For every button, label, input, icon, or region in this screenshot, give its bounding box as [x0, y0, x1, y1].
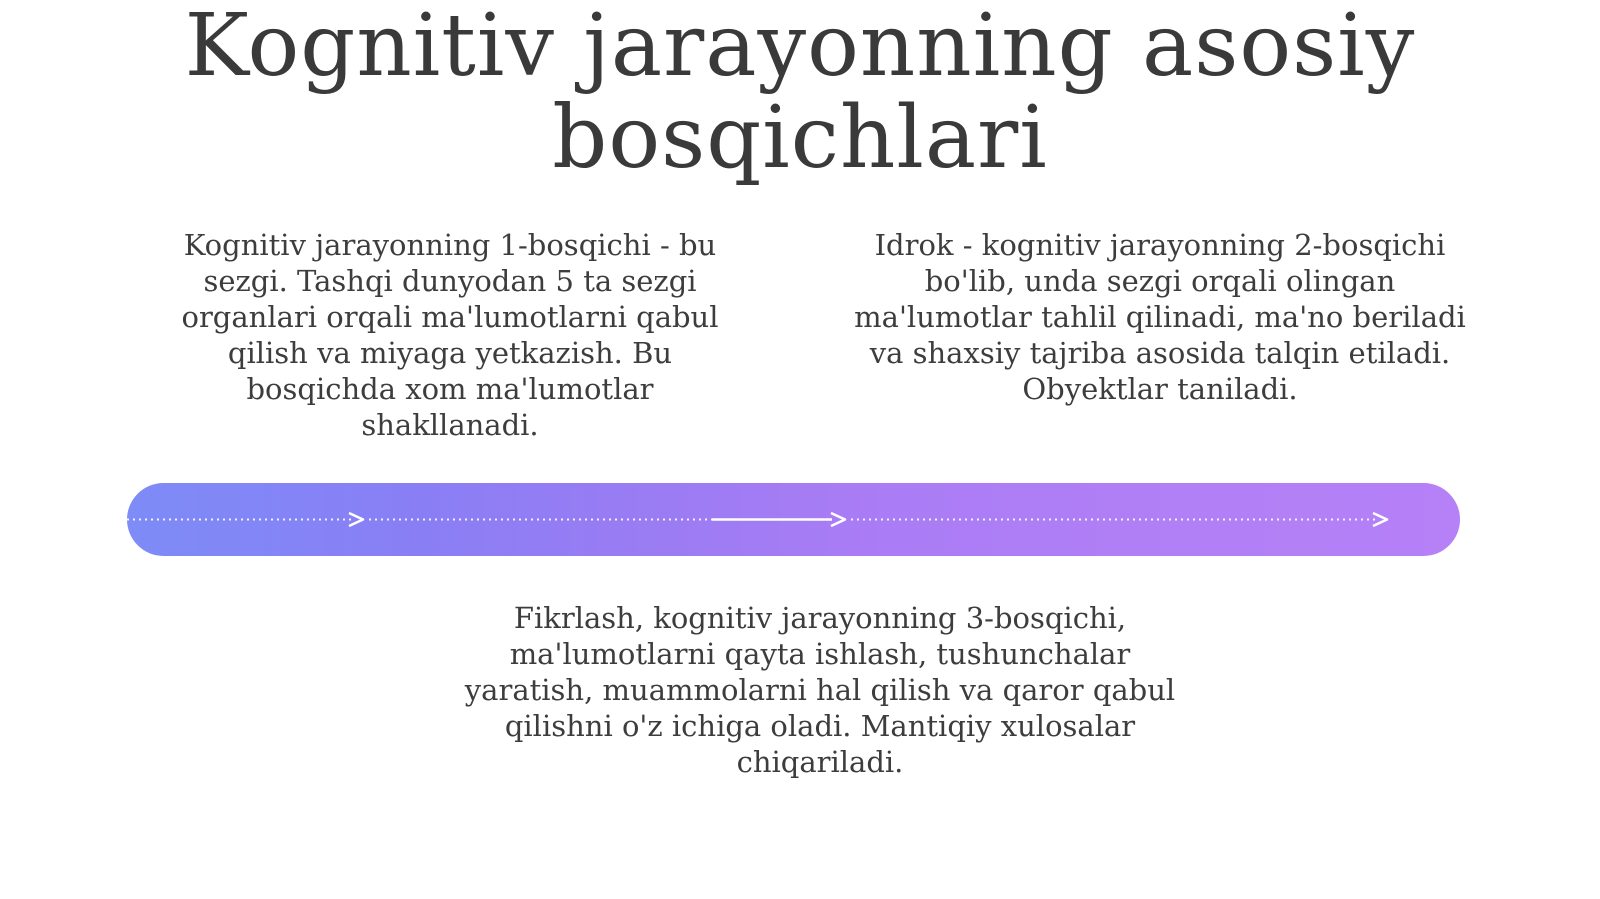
process-timeline-bar — [127, 483, 1460, 556]
stage-3-description: Fikrlash, kognitiv jarayonning 3-bosqichi, ma'lumotlarni qayta ishlash, tushunchalar yaratish, muammolarni hal qilish va qaror qabul qilishni o'z ichiga oladi. Mantiqiy xulosalar chiqariladi. — [464, 601, 1176, 779]
stage-1-description: Kognitiv jarayonning 1-bosqichi - bu sezgi. Tashqi dunyodan 5 ta sezgi organlari orqali ma'lumotlarni qabul qilish va miyaga yetkazish. Bu bosqichda xom ma'lumotlar shakllanadi. — [181, 228, 719, 442]
arrow-head-1-icon — [349, 513, 363, 526]
timeline-arrows — [127, 483, 1460, 556]
page-title: Kognitiv jarayonning asosiy bosqichlari — [184, 0, 1416, 188]
stage-2-description: Idrok - kognitiv jarayonning 2-bosqichi bo'lib, unda sezgi orqali olingan ma'lumotlar tahlil qilinadi, ma'no beriladi va shaxsiy tajriba asosida talqin etiladi. Obyektlar taniladi. — [854, 228, 1466, 406]
arrow-head-2-icon — [831, 513, 845, 526]
arrow-head-3-icon — [1373, 513, 1387, 526]
